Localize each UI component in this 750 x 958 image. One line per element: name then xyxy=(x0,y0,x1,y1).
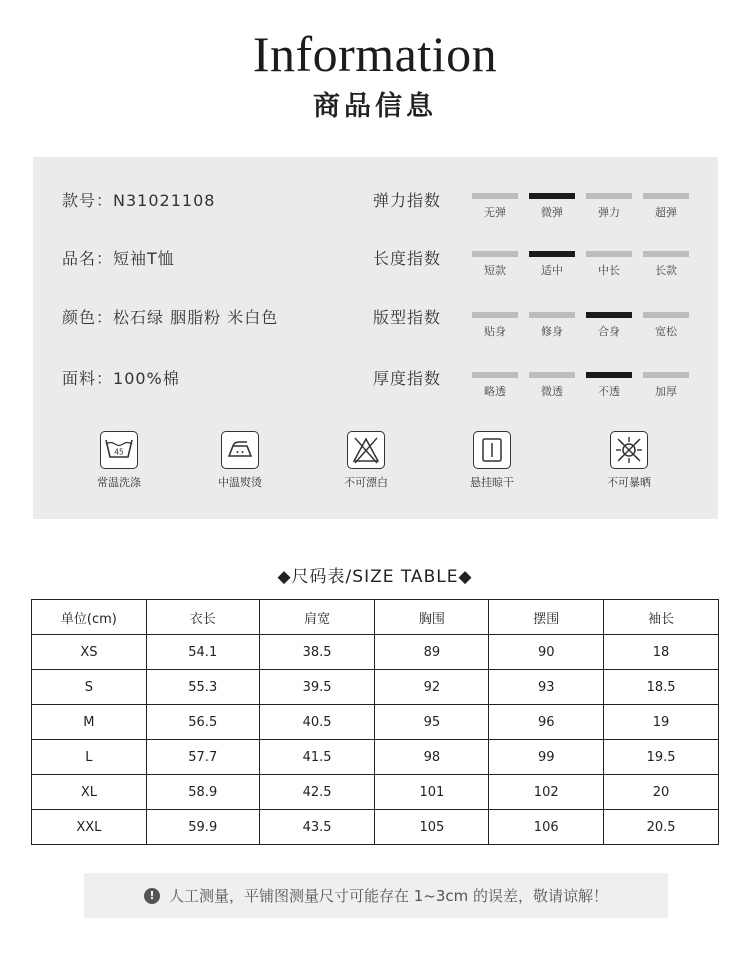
scale-bar xyxy=(472,251,518,257)
size-table-title xyxy=(0,562,750,587)
scale-option xyxy=(529,251,575,278)
care-item-wash xyxy=(69,431,169,490)
scale-bar xyxy=(472,372,518,378)
care-label: 中温熨烫 xyxy=(218,476,262,489)
table-cell: 102 xyxy=(489,775,604,810)
table-row xyxy=(32,635,719,670)
no-bleach-icon xyxy=(347,431,385,469)
scale-option-label: 微透 xyxy=(541,385,563,398)
scale-option xyxy=(472,251,518,278)
scale-option xyxy=(643,372,689,399)
scale-option-label: 弹力 xyxy=(598,206,620,219)
size-label-cell: M xyxy=(32,705,147,740)
table-row xyxy=(32,810,719,845)
note-text: 人工测量，平铺图测量尺寸可能存在 1~3cm 的误差，敬请谅解！ xyxy=(168,887,609,905)
attribute-value: 短袖T恤 xyxy=(113,249,175,268)
table-row xyxy=(32,740,719,775)
scale-option xyxy=(529,193,575,220)
table-cell: 101 xyxy=(375,775,489,810)
product-info-panel xyxy=(33,157,718,519)
length-scale xyxy=(472,251,692,281)
scale-bar xyxy=(643,251,689,257)
table-cell: 89 xyxy=(375,635,489,670)
size-label-cell: S xyxy=(32,670,147,705)
attribute-label: 面料： xyxy=(62,369,114,388)
scale-bar-selected xyxy=(586,372,632,378)
table-cell: 18 xyxy=(604,635,719,670)
attribute-value: N31021108 xyxy=(113,191,216,210)
size-label-cell: XL xyxy=(32,775,147,810)
scale-option-label: 合身 xyxy=(598,325,620,338)
hang-dry-icon xyxy=(473,431,511,469)
care-label: 不可漂白 xyxy=(344,476,388,489)
table-cell: 20 xyxy=(604,775,719,810)
table-header-cell: 单位(cm) xyxy=(32,600,147,635)
table-cell: 39.5 xyxy=(259,670,375,705)
length-index-label: 长度指数 xyxy=(373,249,442,268)
scale-option xyxy=(472,312,518,339)
scale-option-label: 加厚 xyxy=(655,385,677,398)
table-cell: 42.5 xyxy=(259,775,375,810)
scale-option-label: 修身 xyxy=(541,325,563,338)
table-cell: 95 xyxy=(375,705,489,740)
page-title-english: Information xyxy=(252,26,498,82)
scale-option-label: 略透 xyxy=(484,385,506,398)
measurement-note xyxy=(84,873,668,918)
scale-bar xyxy=(643,193,689,199)
scale-option xyxy=(643,312,689,339)
diamond-bullet-icon: ◆ xyxy=(458,567,473,587)
table-header-cell: 袖长 xyxy=(604,600,719,635)
fit-index-label: 版型指数 xyxy=(373,308,442,327)
size-label-cell: L xyxy=(32,740,147,775)
table-cell: 92 xyxy=(375,670,489,705)
table-cell: 96 xyxy=(489,705,604,740)
thickness-index-label: 厚度指数 xyxy=(373,369,442,388)
scale-option xyxy=(586,312,632,339)
care-label: 悬挂晾干 xyxy=(470,476,514,489)
scale-bar xyxy=(472,193,518,199)
table-cell: 58.9 xyxy=(146,775,259,810)
table-cell: 93 xyxy=(489,670,604,705)
table-cell: 106 xyxy=(489,810,604,845)
scale-option xyxy=(529,372,575,399)
scale-option-label: 超弹 xyxy=(655,206,677,219)
attribute-value: 100%棉 xyxy=(113,369,180,388)
scale-bar xyxy=(529,372,575,378)
attribute-style-number xyxy=(62,188,215,211)
iron-medium-icon xyxy=(221,431,259,469)
table-row xyxy=(32,705,719,740)
table-cell: 38.5 xyxy=(259,635,375,670)
size-label-cell: XXL xyxy=(32,810,147,845)
attribute-label: 款号： xyxy=(62,191,114,210)
table-row xyxy=(32,775,719,810)
table-header-cell: 肩宽 xyxy=(259,600,375,635)
scale-option-label: 中长 xyxy=(598,264,620,277)
table-cell: 55.3 xyxy=(146,670,259,705)
care-item-hang-dry xyxy=(442,431,542,490)
table-cell: 98 xyxy=(375,740,489,775)
table-cell: 56.5 xyxy=(146,705,259,740)
scale-bar xyxy=(586,251,632,257)
care-item-no-sun xyxy=(579,431,679,490)
scale-bar xyxy=(529,312,575,318)
diamond-bullet-icon: ◆ xyxy=(277,567,292,587)
scale-option xyxy=(643,251,689,278)
table-cell: 90 xyxy=(489,635,604,670)
care-label: 常温洗涤 xyxy=(97,476,141,489)
scale-bar xyxy=(643,312,689,318)
exclamation-icon: ! xyxy=(144,888,160,904)
care-item-bleach xyxy=(316,431,416,490)
scale-bar xyxy=(472,312,518,318)
attribute-product-name xyxy=(62,246,175,269)
scale-bar-selected xyxy=(586,312,632,318)
table-cell: 40.5 xyxy=(259,705,375,740)
thickness-scale xyxy=(472,372,692,402)
table-header-cell: 摆围 xyxy=(489,600,604,635)
scale-bar xyxy=(643,372,689,378)
size-table xyxy=(31,599,719,845)
table-cell: 18.5 xyxy=(604,670,719,705)
table-cell: 99 xyxy=(489,740,604,775)
table-header-cell: 衣长 xyxy=(146,600,259,635)
scale-option xyxy=(643,193,689,220)
scale-option xyxy=(472,193,518,220)
table-cell: 19.5 xyxy=(604,740,719,775)
elasticity-index-label: 弹力指数 xyxy=(373,191,442,210)
scale-option xyxy=(529,312,575,339)
wash-45-icon xyxy=(100,431,138,469)
scale-option-label: 适中 xyxy=(541,264,563,277)
table-cell: 105 xyxy=(375,810,489,845)
scale-option-label: 微弹 xyxy=(541,206,563,219)
table-header-row xyxy=(32,600,719,635)
table-header-cell: 胸围 xyxy=(375,600,489,635)
attribute-label: 品名： xyxy=(62,249,114,268)
attribute-value: 松石绿 胭脂粉 米白色 xyxy=(113,308,279,327)
scale-bar-selected xyxy=(529,251,575,257)
table-cell: 57.7 xyxy=(146,740,259,775)
no-sun-icon xyxy=(610,431,648,469)
attribute-label: 颜色： xyxy=(62,308,114,327)
fit-scale xyxy=(472,312,692,342)
table-cell: 19 xyxy=(604,705,719,740)
table-cell: 20.5 xyxy=(604,810,719,845)
scale-option-label: 不透 xyxy=(598,385,620,398)
care-item-iron xyxy=(190,431,290,490)
scale-option xyxy=(472,372,518,399)
table-cell: 54.1 xyxy=(146,635,259,670)
scale-bar-selected xyxy=(529,193,575,199)
table-row xyxy=(32,670,719,705)
scale-option-label: 贴身 xyxy=(484,325,506,338)
table-cell: 59.9 xyxy=(146,810,259,845)
scale-bar xyxy=(586,193,632,199)
scale-option-label: 宽松 xyxy=(655,325,677,338)
elasticity-scale xyxy=(472,193,692,223)
attribute-colors xyxy=(62,305,278,328)
size-table-heading: 尺码表/SIZE TABLE xyxy=(291,567,459,587)
scale-option xyxy=(586,251,632,278)
scale-option-label: 长款 xyxy=(655,264,677,277)
scale-option-label: 无弹 xyxy=(484,206,506,219)
scale-option-label: 短款 xyxy=(484,264,506,277)
size-label-cell: XS xyxy=(32,635,147,670)
care-label: 不可暴晒 xyxy=(607,476,651,489)
page-title-chinese: 商品信息 xyxy=(313,91,437,122)
table-cell: 41.5 xyxy=(259,740,375,775)
attribute-fabric xyxy=(62,366,180,389)
scale-option xyxy=(586,372,632,399)
table-cell: 43.5 xyxy=(259,810,375,845)
scale-option xyxy=(586,193,632,220)
wash-temperature: 45 xyxy=(114,447,124,457)
